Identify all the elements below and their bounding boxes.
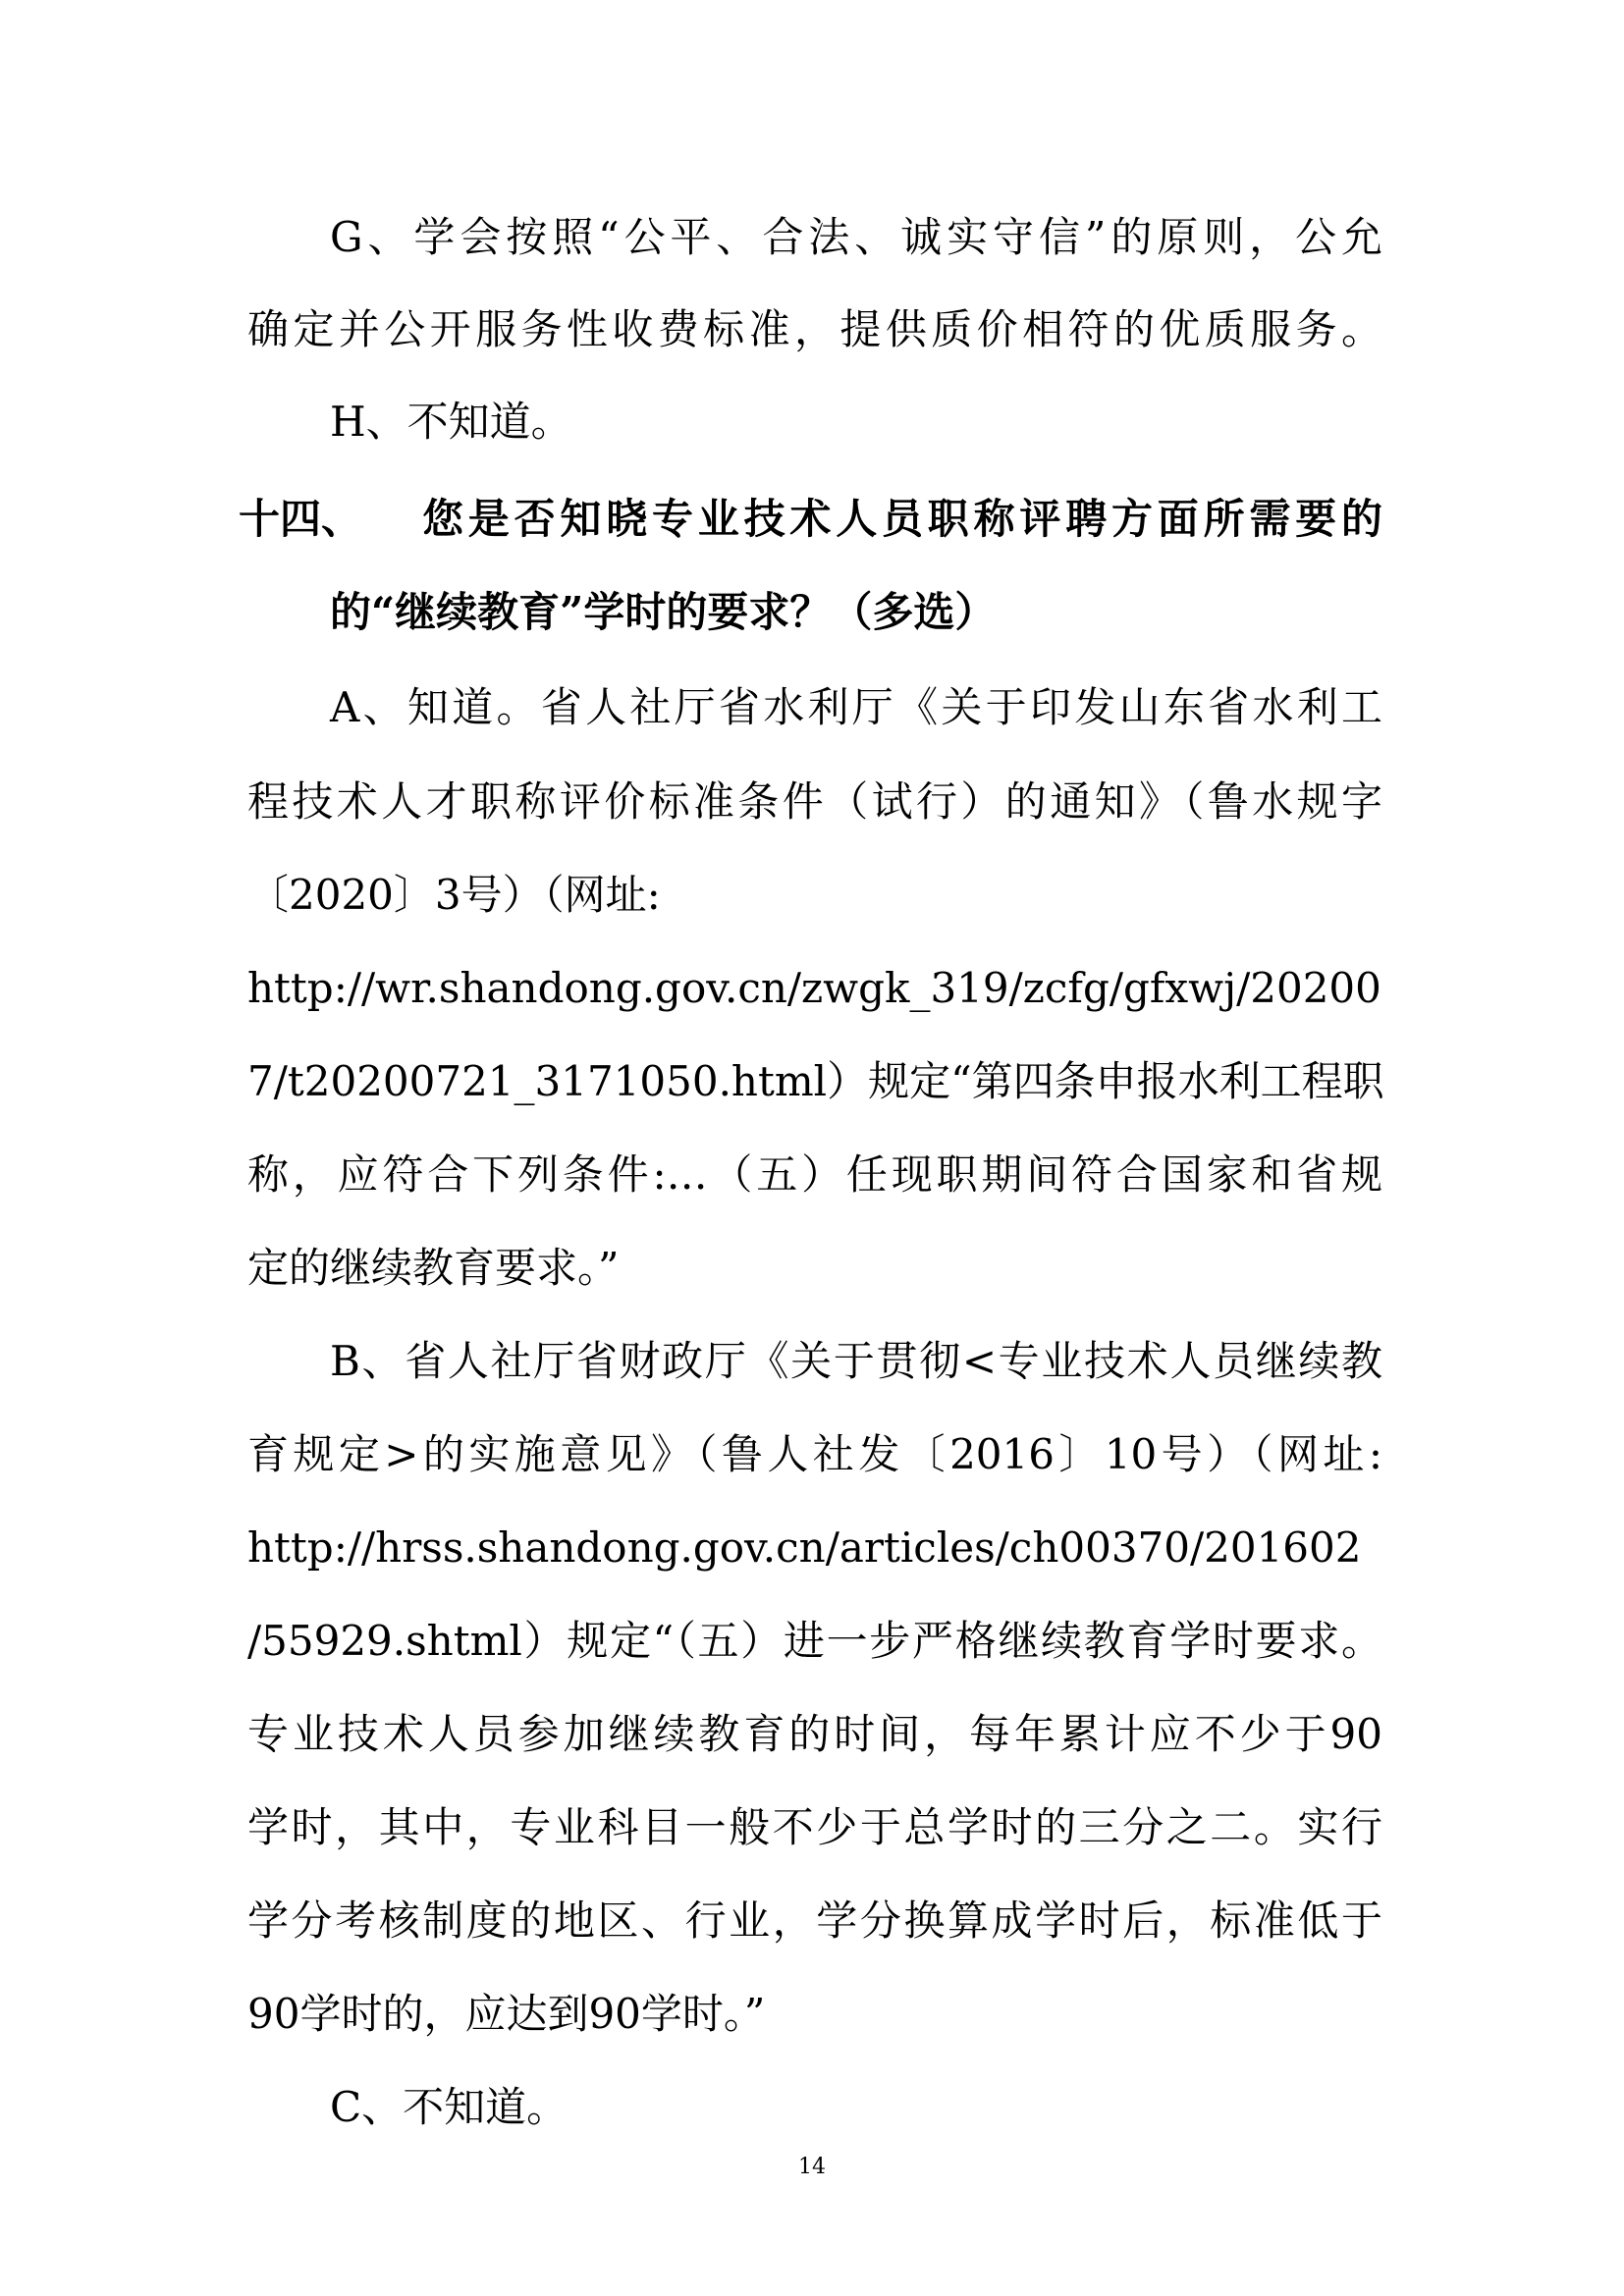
text-line: 专业技术人员参加继续教育的时间，每年累计应不少于90 [247, 1710, 1382, 1758]
url-line: http://hrss.shandong.gov.cn/articles/ch00370/201602 [247, 1523, 1362, 1572]
text-line: /55929.shtml）规定“（五）进一步严格继续教育学时要求。 [247, 1617, 1382, 1665]
question-title-continued: 的“继续教育”学时的要求？（多选） [330, 588, 997, 636]
text-line: 定的继续教育要求。” [247, 1244, 620, 1292]
text-line: 学分考核制度的地区、行业，学分换算成学时后，标准低于 [247, 1896, 1382, 1945]
text-line: 90学时的，应达到90学时。” [247, 1990, 766, 2038]
text-line: G、学会按照“公平、合法、诚实守信”的原则，公允 [330, 213, 1382, 261]
text-line: 育规定>的实施意见》（鲁人社发〔2016〕10号）（网址: [247, 1430, 1382, 1478]
question-title: 您是否知晓专业技术人员职称评聘方面所需要的 [422, 495, 1382, 543]
text-line: 7/t20200721_3171050.html）规定“第四条申报水利工程职 [247, 1057, 1384, 1105]
text-line: B、省人社厅省财政厅《关于贯彻<专业技术人员继续教 [330, 1337, 1382, 1385]
text-line: 称，应符合下列条件:…（五）任现职期间符合国家和省规 [247, 1150, 1382, 1199]
text-line: 学时，其中，专业科目一般不少于总学时的三分之二。实行 [247, 1803, 1382, 1851]
question-number: 十四、 [239, 495, 363, 543]
url-line: http://wr.shandong.gov.cn/zwgk_319/zcfg/gfxwj/20200 [247, 964, 1381, 1012]
text-line: 确定并公开服务性收费标准，提供质价相符的优质服务。 [247, 305, 1382, 353]
text-line: A、知道。省人社厅省水利厅《关于印发山东省水利工 [330, 683, 1382, 731]
text-line: H、不知道。 [330, 398, 572, 446]
text-line: 〔2020〕3号）（网址: [247, 871, 661, 919]
page-number: 14 [798, 2155, 826, 2179]
text-line: C、不知道。 [330, 2083, 568, 2131]
text-line: 程技术人才职称评价标准条件（试行）的通知》（鲁水规字 [247, 777, 1382, 826]
